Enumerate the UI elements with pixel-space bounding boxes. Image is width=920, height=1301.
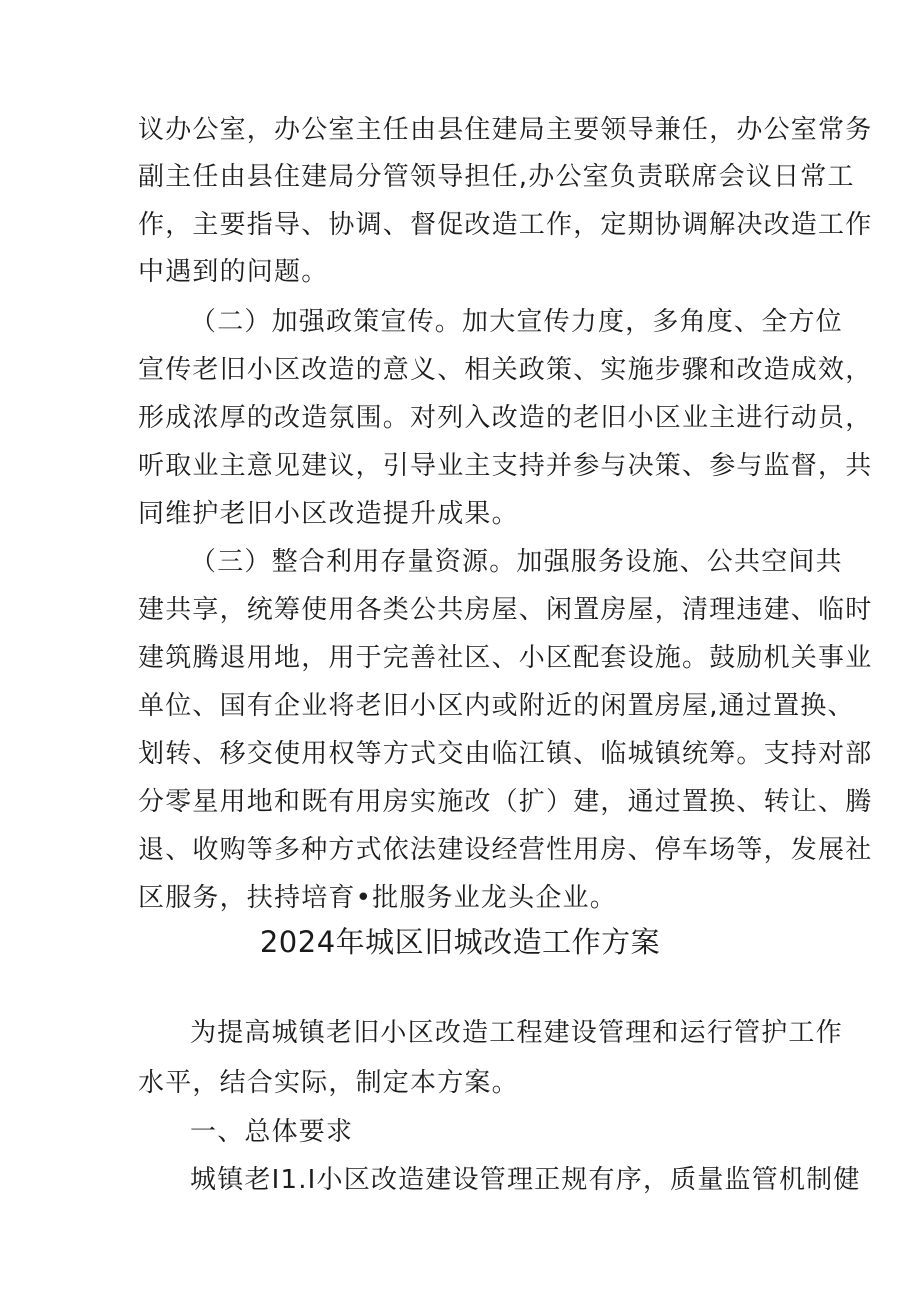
body-text-line: 中遇到的问题。 — [138, 257, 329, 287]
body-text-line: 分零星用地和既有用房实施改（扩）建，通过置换、转让、腾 — [138, 787, 873, 817]
body-text-line: 议办公室，办公室主任由县住建局主要领导兼任，办公室常务 — [138, 115, 873, 145]
body-text-line: 退、收购等多种方式依法建设经营性用房、停车场等，发展社 — [138, 835, 873, 865]
document-title: 2024年城区旧城改造工作方案 — [259, 925, 661, 959]
body-text-line: 副主任由县住建局分管领导担任,办公室负责联席会议日常工 — [138, 162, 855, 192]
paragraph-first-line: （二）加强政策宣传。加大宣传力度，多角度、全方位 — [190, 307, 843, 337]
body-text-line: 同维护老旧小区改造提升成果。 — [138, 499, 519, 529]
body-text-line: 形成浓厚的改造氛围。对列入改造的老旧小区业主进行动员， — [138, 403, 873, 433]
body-text-line: 作，主要指导、协调、督促改造工作，定期协调解决改造工作 — [138, 210, 873, 240]
paragraph-first-line: 为提高城镇老旧小区改造工程建设管理和运行管护工作 — [190, 1018, 843, 1048]
section-heading: 一、总体要求 — [190, 1117, 354, 1147]
paragraph-first-line: 城镇老I1.I小区改造建设管理正规有序，质量监管机制健 — [190, 1165, 861, 1195]
body-text-line: 宣传老旧小区改造的意义、相关政策、实施步骤和改造成效， — [138, 355, 873, 385]
body-text-line: 划转、移交使用权等方式交由临江镇、临城镇统筹。支持对部 — [138, 739, 873, 769]
body-text-line: 听取业主意见建议，引导业主支持并参与决策、参与监督，共 — [138, 451, 873, 481]
body-text-line: 单位、国有企业将老旧小区内或附近的闲置房屋,通过置换、 — [138, 691, 855, 721]
paragraph-first-line: （三）整合利用存量资源。加强服务设施、公共空间共 — [190, 547, 843, 577]
body-text-line: 建筑腾退用地，用于完善社区、小区配套设施。鼓励机关事业 — [138, 643, 873, 673]
body-text-line: 建共享，统筹使用各类公共房屋、闲置房屋，清理违建、临时 — [138, 595, 873, 625]
body-text-line: 水平，结合实际，制定本方案。 — [138, 1068, 519, 1098]
body-text-line: 区服务，扶持培育•批服务业龙头企业。 — [138, 883, 617, 913]
